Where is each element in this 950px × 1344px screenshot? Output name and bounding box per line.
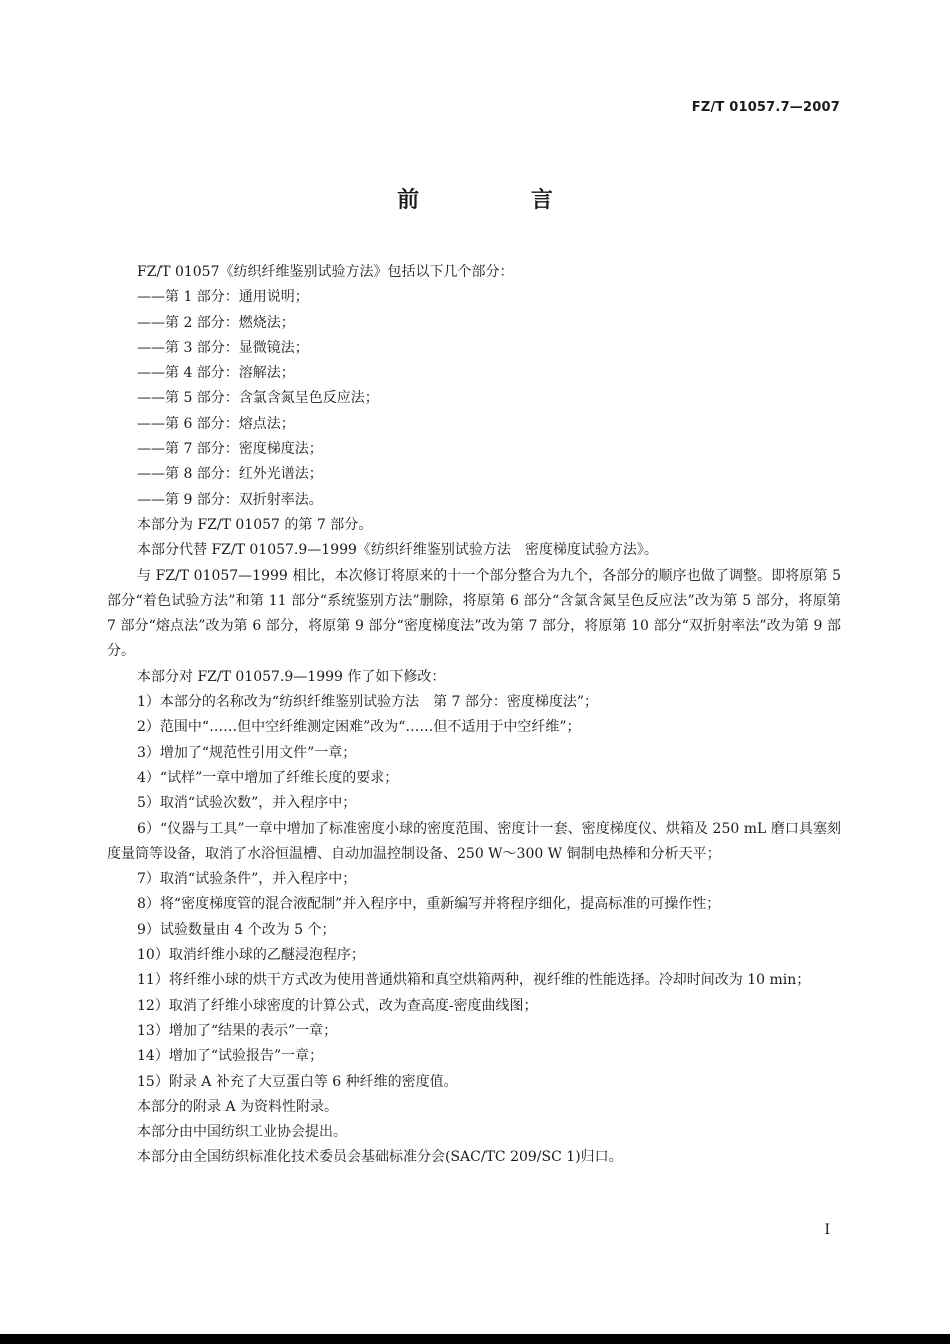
paragraph: FZ/T 01057《纺织纤维鉴别试验方法》包括以下几个部分： xyxy=(137,264,514,280)
list-item: 6）“仪器与工具”一章中增加了标准密度小球的密度范围、密度计一套、密度梯度仪、烘箱及 250 mL 磨口具塞刻度量筒等设备，取消了水浴恒温槽、自动加温控制设备、250 W～300 W 铜制电热棒和分析天平； xyxy=(107,820,841,862)
list-item: ——第 6 部分：熔点法； xyxy=(137,415,295,432)
list-item: 8）将“密度梯度管的混合液配制”并入程序中，重新编写并将程序细化，提高标准的可操作性； xyxy=(137,896,721,913)
list-item: 3）增加了“规范性引用文件”一章； xyxy=(137,744,357,761)
list-item: ——第 9 部分：双折射率法。 xyxy=(137,491,323,508)
standard-code: FZ/T 01057.7—2007 xyxy=(691,100,840,115)
list-item: ——第 4 部分：溶解法； xyxy=(137,365,295,382)
paragraph: 本部分由中国纺织工业协会提出。 xyxy=(137,1124,347,1141)
document-body xyxy=(107,260,841,1171)
list-item: 2）范围中“……但中空纤维测定困难”改为“……但不适用于中空纤维”； xyxy=(137,719,581,736)
list-item: 4）“试样”一章中增加了纤维长度的要求； xyxy=(137,769,399,786)
list-item: ——第 1 部分：通用说明； xyxy=(137,289,309,306)
list-item: 10）取消纤维小球的乙醚浸泡程序； xyxy=(137,947,365,964)
list-item: 9）试验数量由 4 个改为 5 个； xyxy=(137,921,336,938)
page-number: I xyxy=(824,1222,830,1238)
paragraph: 与 FZ/T 01057—1999 相比，本次修订将原来的十一个部分整合为九个，各部分的顺序也做了调整。即将原第 5 部分“着色试验方法”和第 11 部分“系统鉴别方法”删除，将原第 6 部分“含氯含氮呈色反应法”改为第 5 部分，将原第 7 部分“熔点法”改为第 6 部分，将原第 9 部分“密度梯度法”改为第 7 部分，将原第 10 部分“双折射率法”改为第 9 部分。 xyxy=(107,567,841,660)
paragraph: 本部分为 FZ/T 01057 的第 7 部分。 xyxy=(137,516,373,533)
list-item: 5）取消“试验次数”，并入程序中； xyxy=(137,795,357,812)
list-item: 1）本部分的名称改为“纺织纤维鉴别试验方法 第 7 部分：密度梯度法”； xyxy=(137,694,599,711)
page-title: 前 言 xyxy=(397,188,605,213)
list-item: ——第 8 部分：红外光谱法； xyxy=(137,466,323,483)
list-item: 11）将纤维小球的烘干方式改为使用普通烘箱和真空烘箱两种，视纤维的性能选择。冷却时间改为 10 min； xyxy=(137,972,811,989)
paragraph: 本部分代替 FZ/T 01057.9—1999《纺织纤维鉴别试验方法 密度梯度试验方法》。 xyxy=(137,542,658,559)
list-item: ——第 7 部分：密度梯度法； xyxy=(137,441,323,458)
paragraph: 本部分对 FZ/T 01057.9—1999 作了如下修改： xyxy=(137,668,446,685)
paragraph: 本部分的附录 A 为资料性附录。 xyxy=(137,1098,339,1115)
list-item: ——第 2 部分：燃烧法； xyxy=(137,314,295,331)
list-item: 12）取消了纤维小球密度的计算公式，改为查高度-密度曲线图； xyxy=(137,997,538,1014)
paragraph: 本部分由全国纺织标准化技术委员会基础标准分会(SAC/TC 209/SC 1)归口。 xyxy=(137,1149,623,1166)
page-bottom-border xyxy=(0,1334,950,1344)
list-item: 14）增加了“试验报告”一章； xyxy=(137,1048,324,1065)
list-item: ——第 3 部分：显微镜法； xyxy=(137,339,309,356)
list-item: ——第 5 部分：含氯含氮呈色反应法； xyxy=(137,390,379,407)
list-item: 7）取消“试验条件”，并入程序中； xyxy=(137,871,357,888)
list-item: 15）附录 A 补充了大豆蛋白等 6 种纤维的密度值。 xyxy=(137,1073,458,1090)
list-item: 13）增加了“结果的表示”一章； xyxy=(137,1022,338,1039)
